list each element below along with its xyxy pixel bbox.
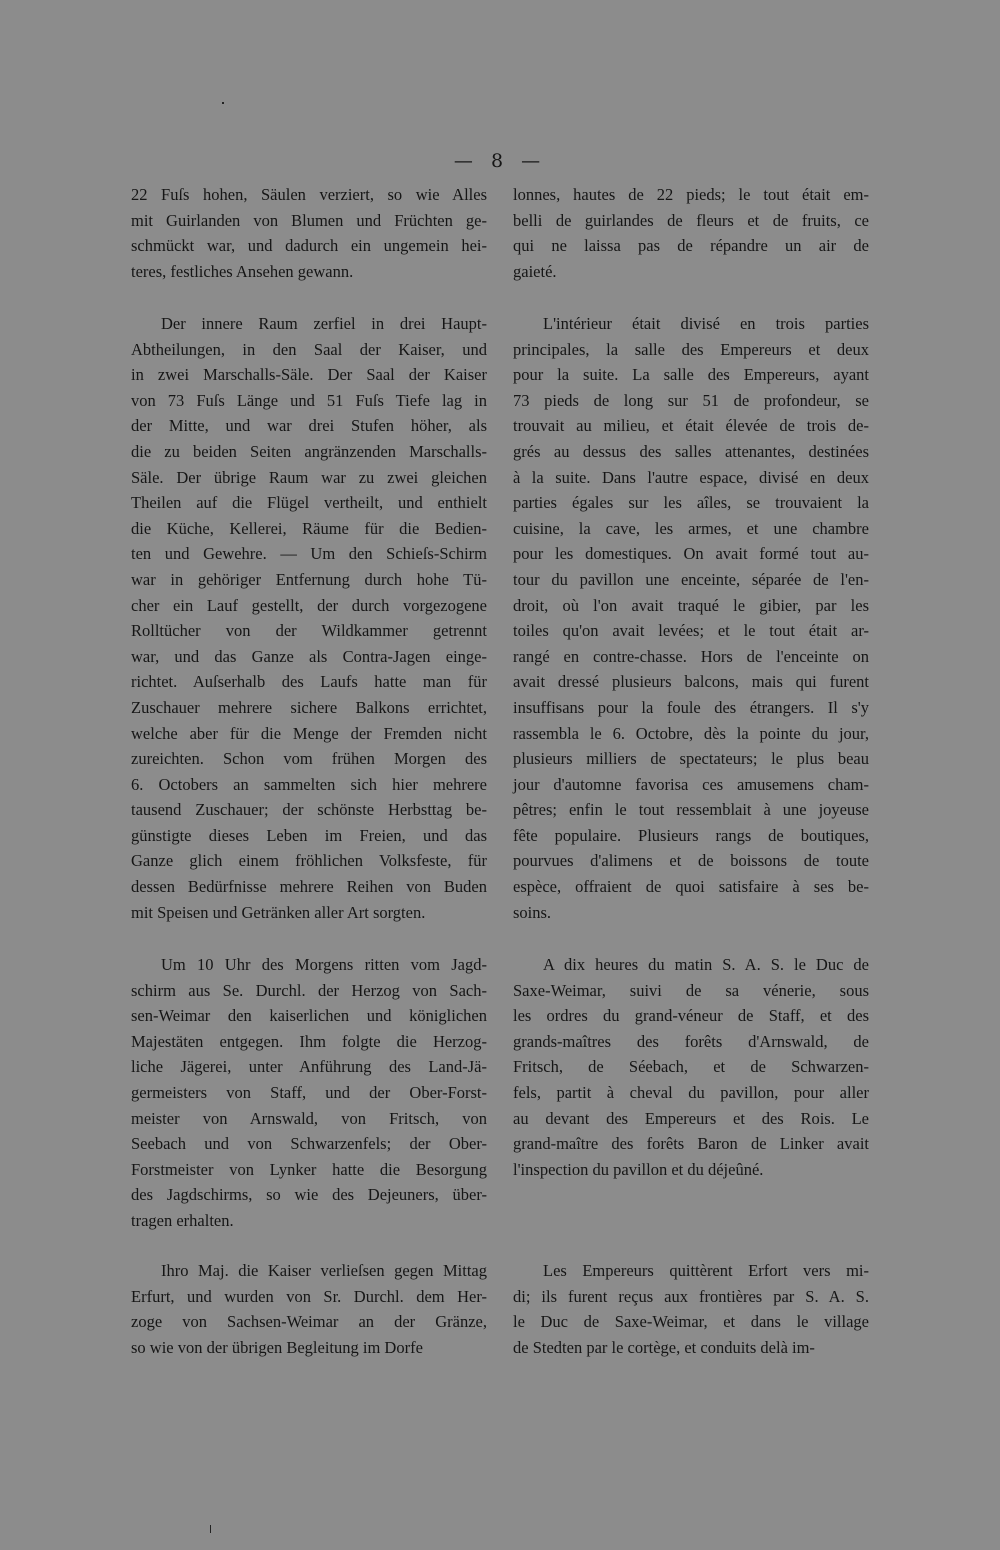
left-paragraph-3 bbox=[131, 952, 487, 1234]
text-line: in zwei Marschalls-Säle. Der Saal der Kaiser bbox=[131, 365, 487, 385]
text-line: parties égales sur les aîles, se trouvaient la bbox=[513, 493, 869, 513]
text-line: grand-maître des forêts Baron de Linker avait bbox=[513, 1134, 869, 1154]
text-line: pour la suite. La salle des Empereurs, ayant bbox=[513, 365, 869, 385]
text-line: des Jagdschirms, so wie des Dejeuners, über- bbox=[131, 1185, 487, 1205]
text-line: mit Guirlanden von Blumen und Früchten ge- bbox=[131, 210, 487, 230]
text-line: liche Jägerei, unter Anführung des Land-Jä- bbox=[131, 1057, 487, 1077]
text-line: sen-Weimar den kaiserlichen und königlichen bbox=[131, 1006, 487, 1026]
text-line: so wie von der übrigen Begleitung im Dorfe bbox=[131, 1337, 423, 1357]
text-line: schirm aus Se. Durchl. der Herzog von Sach- bbox=[131, 980, 487, 1000]
text-line: Zuschauer mehrere sichere Balkons errichtet, bbox=[131, 697, 487, 717]
text-line: tausend Zuschauer; der schönste Herbsttag be- bbox=[131, 800, 487, 820]
text-line: Les Empereurs quittèrent Erfort vers mi- bbox=[543, 1261, 869, 1280]
text-line: rassembla le 6. Octobre, dès la pointe du jour, bbox=[513, 723, 869, 743]
text-line: richtet. Auſserhalb des Laufs hatte man für bbox=[131, 672, 487, 692]
text-line: plusieurs milliers de spectateurs; le plus beau bbox=[513, 749, 869, 769]
text-line: ten und Gewehre. — Um den Schieſs-Schirm bbox=[131, 544, 487, 564]
left-paragraph-4 bbox=[131, 1258, 487, 1360]
text-line: Rolltücher von der Wildkammer getrennt bbox=[131, 621, 487, 641]
text-line: war, und das Ganze als Contra-Jagen einge- bbox=[131, 646, 487, 666]
text-line: Majestäten entgegen. Ihm folgte die Herzog- bbox=[131, 1031, 487, 1051]
text-line: di; ils furent reçus aux frontières par S. A. S. bbox=[513, 1286, 869, 1306]
text-line: Abtheilungen, in den Saal der Kaiser, und bbox=[131, 339, 487, 359]
text-line: de Stedten par le cortège, et conduits delà im- bbox=[513, 1337, 815, 1357]
text-line: jour d'automne favorisa ces amusemens cham- bbox=[513, 774, 869, 794]
text-line: zureichten. Schon vom frühen Morgen des bbox=[131, 749, 487, 769]
text-line: cher ein Lauf gestellt, der durch vorgezogene bbox=[131, 595, 487, 615]
text-line: au devant des Empereurs et des Rois. Le bbox=[513, 1108, 869, 1128]
text-line: fête populaire. Plusieurs rangs de boutiques, bbox=[513, 825, 869, 845]
left-paragraph-2 bbox=[131, 311, 487, 925]
text-line: A dix heures du matin S. A. S. le Duc de bbox=[543, 955, 869, 974]
text-line: L'intérieur était divisé en trois parties bbox=[543, 314, 869, 333]
text-line: Seebach und von Schwarzenfels; der Ober- bbox=[131, 1134, 487, 1154]
text-line: Erfurt, und wurden von Sr. Durchl. dem Her- bbox=[131, 1286, 487, 1306]
text-line: espèce, offraient de quoi satisfaire à ses be- bbox=[513, 877, 869, 897]
text-line: gaieté. bbox=[513, 261, 557, 281]
paper-speck bbox=[210, 1525, 211, 1533]
text-line: war in gehöriger Entfernung durch hohe Tü- bbox=[131, 569, 487, 589]
text-line: günstigte dieses Leben im Freien, und das bbox=[131, 825, 487, 845]
text-line: Um 10 Uhr des Morgens ritten vom Jagd- bbox=[161, 955, 487, 974]
text-line: rangé en contre-chasse. Hors de l'enceinte on bbox=[513, 646, 869, 666]
text-line: welche aber für die Menge der Fremden nicht bbox=[131, 723, 487, 743]
paper-speck bbox=[222, 102, 224, 104]
text-line: 6. Octobers an sammelten sich hier mehrere bbox=[131, 774, 487, 794]
text-line: zoge von Sachsen-Weimar an der Gränze, bbox=[131, 1312, 487, 1332]
left-paragraph-1 bbox=[131, 182, 487, 284]
text-line: die Küche, Kellerei, Räume für die Bedien- bbox=[131, 518, 487, 538]
text-line: qui ne laissa pas de répandre un air de bbox=[513, 236, 869, 256]
text-line: teres, festliches Ansehen gewann. bbox=[131, 261, 354, 281]
text-line: Säle. Der übrige Raum war zu zwei gleichen bbox=[131, 467, 487, 487]
right-paragraph-1 bbox=[513, 182, 869, 284]
text-line: dessen Bedürfnisse mehrere Reihen von Buden bbox=[131, 877, 487, 897]
text-line: Ihro Maj. die Kaiser verlieſsen gegen Mittag bbox=[161, 1261, 487, 1280]
text-line: à la suite. Dans l'autre espace, divisé en deux bbox=[513, 467, 869, 487]
text-line: trouvait au milieu, et était élevée de trois de- bbox=[513, 416, 869, 436]
text-line: von 73 Fuſs Länge und 51 Fuſs Tiefe lag in bbox=[131, 390, 487, 410]
text-line: toiles qu'on avait levées; et le tout était ar- bbox=[513, 621, 869, 641]
text-line: Fritsch, de Séebach, et de Schwarzen- bbox=[513, 1057, 869, 1077]
right-paragraph-2 bbox=[513, 311, 869, 925]
page-number: — 8 — bbox=[453, 150, 547, 172]
text-line: avait dressé plusieurs balcons, mais qui furent bbox=[513, 672, 869, 692]
text-line: grés au dessus des salles attenantes, destinées bbox=[513, 441, 869, 461]
text-line: tour du pavillon une enceinte, séparée de l'en- bbox=[513, 569, 869, 589]
text-line: pêtres; enfin le tout ressemblait à une joyeuse bbox=[513, 800, 869, 820]
text-line: 73 pieds de long sur 51 de profondeur, se bbox=[513, 390, 869, 410]
text-line: Ganze glich einem fröhlichen Volksfeste, für bbox=[131, 851, 487, 871]
text-line: principales, la salle des Empereurs et deux bbox=[513, 339, 869, 359]
text-line: cuisine, la cave, les armes, et une chambre bbox=[513, 518, 869, 538]
text-line: l'inspection du pavillon et du déjeûné. bbox=[513, 1159, 764, 1179]
text-line: Theilen auf die Flügel vertheilt, und enthielt bbox=[131, 493, 487, 513]
text-line: 22 Fuſs hohen, Säulen verziert, so wie Alles bbox=[131, 185, 487, 204]
text-line: Forstmeister von Lynker hatte die Besorgung bbox=[131, 1159, 487, 1179]
text-line: les ordres du grand-véneur de Staff, et des bbox=[513, 1006, 869, 1026]
text-line: pourvues d'alimens et de boissons de toute bbox=[513, 851, 869, 871]
text-line: belli de guirlandes de fleurs et de fruits, ce bbox=[513, 210, 869, 230]
text-line: grands-maîtres des forêts d'Arnswald, de bbox=[513, 1031, 869, 1051]
text-line: der Mitte, und war drei Stufen höher, als bbox=[131, 416, 487, 436]
text-line: meister von Arnswald, von Fritsch, von bbox=[131, 1108, 487, 1128]
text-line: germeisters von Staff, und der Ober-Forst- bbox=[131, 1082, 487, 1102]
text-line: schmückt war, und dadurch ein ungemein hei- bbox=[131, 236, 487, 256]
text-line: lonnes, hautes de 22 pieds; le tout était em- bbox=[513, 185, 869, 204]
text-line: soins. bbox=[513, 902, 552, 922]
text-line: mit Speisen und Getränken aller Art sorgten. bbox=[131, 902, 426, 922]
text-line: Der innere Raum zerfiel in drei Haupt- bbox=[161, 314, 487, 333]
text-line: tragen erhalten. bbox=[131, 1210, 234, 1230]
text-line: Saxe-Weimar, suivi de sa vénerie, sous bbox=[513, 980, 869, 1000]
right-paragraph-4 bbox=[513, 1258, 869, 1360]
text-line: fels, partit à cheval du pavillon, pour aller bbox=[513, 1082, 869, 1102]
text-line: droit, où l'on avait traqué le gibier, par les bbox=[513, 595, 869, 615]
text-line: die zu beiden Seiten angränzenden Marschalls- bbox=[131, 441, 487, 461]
text-line: insuffisans pour la foule des étrangers. Il s'y bbox=[513, 697, 869, 717]
text-line: le Duc de Saxe-Weimar, et dans le village bbox=[513, 1312, 869, 1332]
right-paragraph-3 bbox=[513, 952, 869, 1182]
text-line: pour les domestiques. On avait formé tout au- bbox=[513, 544, 869, 564]
